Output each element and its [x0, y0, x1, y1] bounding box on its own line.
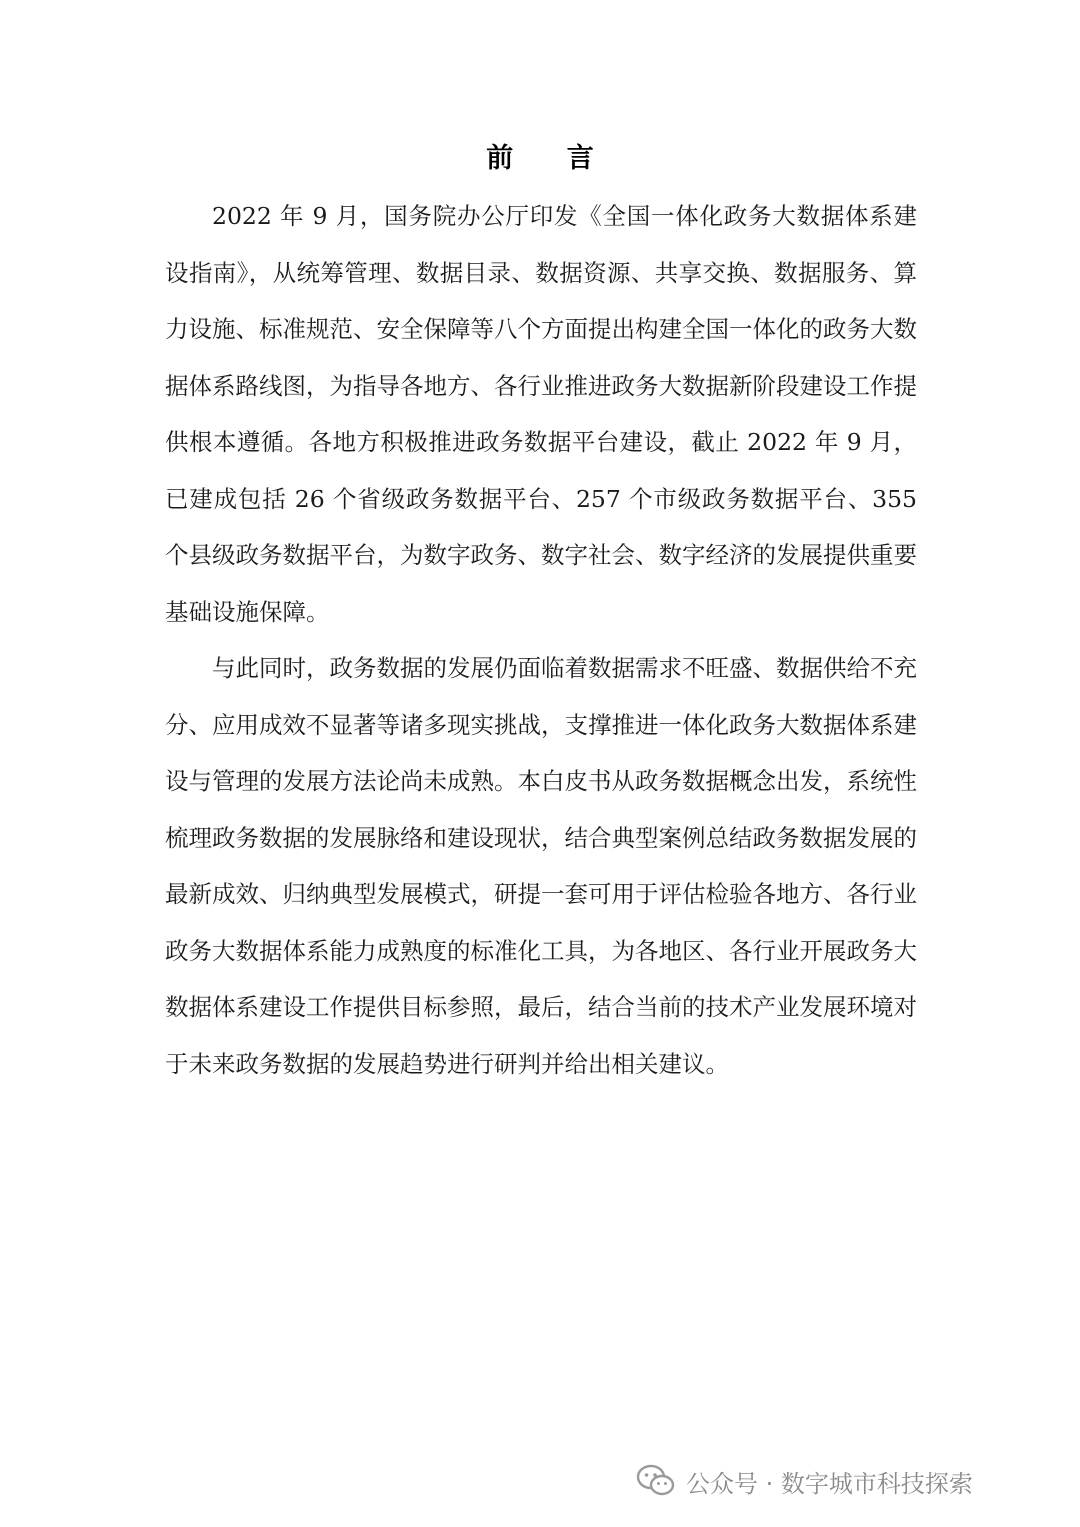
paragraph-1: 2022 年 9 月，国务院办公厅印发《全国一体化政务大数据体系建设指南》，从统筹管理、数据目录、数据资源、共享交换、数据服务、算力设施、标准规范、安全保障等八个方面提出构建全国一体化的政务大数据体系路线图，为指导各地方、各行业推进政务大数据新阶段建设工作提供根本遵循。各地方积极推进政务数据平台建设，截止 2022 年 9 月，已建成包括 26 个省级政务数据平台、257 个市级政务数据平台、355 个县级政务数据平台，为数字政务、数字社会、数字经济的发展提供重要基础设施保障。	[165, 202, 917, 626]
document-body	[165, 188, 917, 1092]
watermark-text: 公众号 · 数字城市科技探索	[686, 1469, 973, 1498]
paragraph-2: 与此同时，政务数据的发展仍面临着数据需求不旺盛、数据供给不充分、应用成效不显著等诸多现实挑战，支撑推进一体化政务大数据体系建设与管理的发展方法论尚未成熟。本白皮书从政务数据概念出发，系统性梳理政务数据的发展脉络和建设现状，结合典型案例总结政务数据发展的最新成效、归纳典型发展模式，研提一套可用于评估检验各地方、各行业政务大数据体系能力成熟度的标准化工具，为各地区、各行业开展政务大数据体系建设工作提供目标参照，最后，结合当前的技术产业发展环境对于未来政务数据的发展趋势进行研判并给出相关建议。	[165, 654, 917, 1078]
page-title: 前 言	[486, 143, 616, 174]
wechat-icon	[636, 1464, 676, 1498]
watermark	[636, 1460, 973, 1502]
